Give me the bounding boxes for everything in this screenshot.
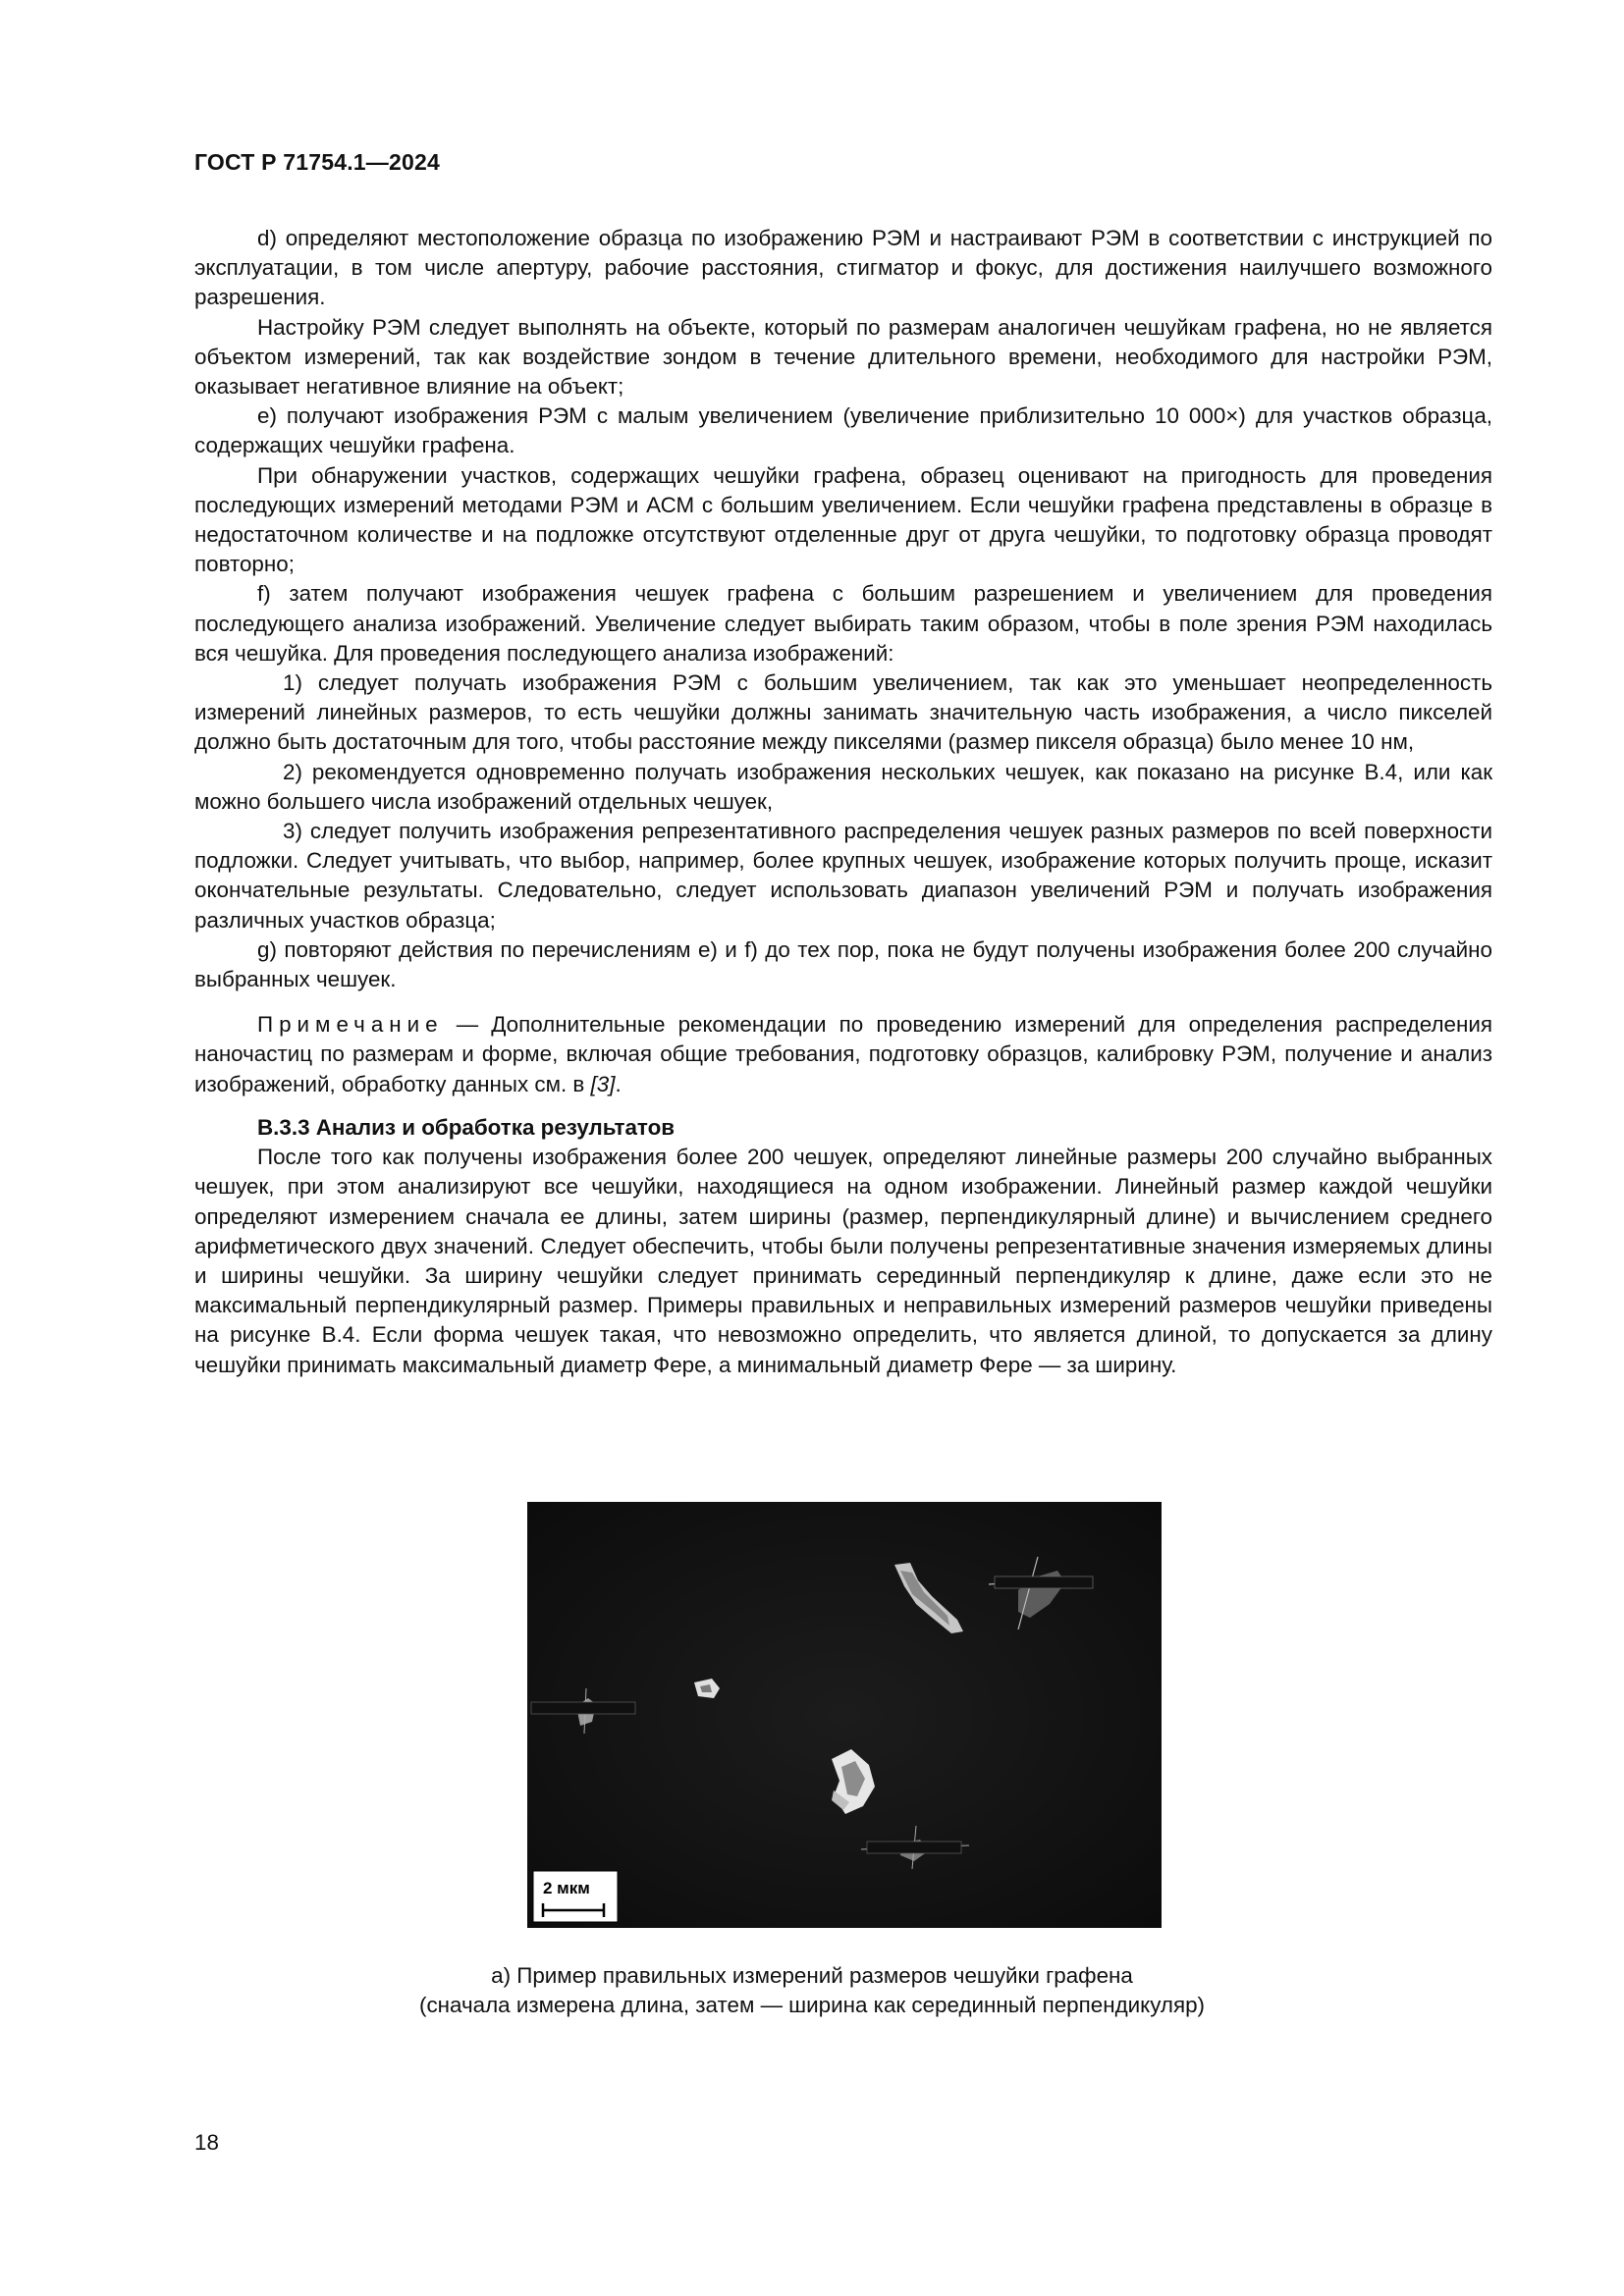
figure-caption <box>295 1961 1329 2020</box>
scale-bar <box>533 1871 618 1922</box>
paragraph-item-f2: 2) рекомендуется одновременно получать изображения нескольких чешуек, как показано на рисунке В.4, или как можно большего числа изображений отдельных чешуек, <box>194 759 1492 814</box>
paragraph-setup: Настройку РЭМ следует выполнять на объекте, который по размерам аналогичен чешуйкам графена, но не является объектом измерений, так как воздействие зондом в течение длительного времени, необходимого для настройки РЭМ, оказывает негативное влияние на объект; <box>194 314 1492 400</box>
paragraph-item-f3: 3) следует получить изображения репрезентативного распределения чешуек разных размеров по всей поверхности подложки. Следует учитывать, что выбор, например, более крупных чешуек, изображение которых получить проще, исказит окончательные результаты. Следовательно, следует использовать диапазон увеличений РЭМ и получать изображения различных участков образца; <box>194 819 1492 933</box>
note-paragraph <box>194 1010 1492 1099</box>
section-heading: В.3.3 Анализ и обработка результатов <box>257 1114 676 1140</box>
scale-bar-label: 2 мкм <box>543 1879 590 1897</box>
note-reference: [3] <box>590 1071 616 1096</box>
note-label: Примечание <box>257 1012 444 1038</box>
note-text: — Дополнительные рекомендации по проведению измерений для определения распределения наночастиц по размерам и форме, включая общие требования, подготовку образцов, калибровку РЭМ, получение и анализ изображений, обработку данных см. в <box>194 1012 1492 1096</box>
note-end: . <box>615 1071 622 1096</box>
paragraph-detection: При обнаружении участков, содержащих чешуйки графена, образец оценивают на пригодность для проведения последующих измерений методами РЭМ и АСМ с большим увеличением. Если чешуйки графена представлены в образце в недостаточном количестве и на подложке отсутствуют отделенные друг от друга чешуйки, то подготовку образца проводят повторно; <box>194 462 1492 577</box>
paragraph-item-f1: 1) следует получать изображения РЭМ с большим увеличением, так как это уменьшает неопределенность измерений линейных размеров, то есть чешуйки должны занимать значительную часть изображения, а число пикселей должно быть достаточным для того, чтобы расстояние между пикселями (размер пикселя образца) было менее 10 нм, <box>194 670 1492 755</box>
paragraph-item-d: d) определяют местоположение образца по изображению РЭМ и настраивают РЭМ в соответствии с инструкцией по эксплуатации, в том числе апертуру, рабочие расстояния, стигматор и фокус, для достижения наилучшего возможного разрешения. <box>194 226 1492 310</box>
section-paragraph: После того как получены изображения более 200 чешуек, определяют линейные размеры 200 случайно выбранных чешуек, при этом анализируют все чешуйки, находящиеся на одном изображении. Линейный размер каждой чешуйки определяют измерением сначала ее длины, затем ширины (размер, перпендикулярный длине) и вычислением среднего арифметического двух значений. Следует обеспечить, чтобы были получены репрезентативные значения измеряемых длины и ширины чешуйки. За ширину чешуйки следует принимать серединный перпендикуляр к длине, даже если это не максимальный перпендикулярный размер. Примеры правильных и неправильных измерений размеров чешуйки приведены на рисунке В.4. Если форма чешуек такая, что невозможно определить, что является длиной, то допускается за длину чешуйки принимать максимальный диаметр Фере, а минимальный диаметр Фере — за ширину. <box>194 1145 1492 1377</box>
body-text <box>194 224 1492 1380</box>
sem-image <box>527 1502 1162 1928</box>
paragraph-item-e: e) получают изображения РЭМ с малым увеличением (увеличение приблизительно 10 000×) для участков образца, содержащих чешуйки графена. <box>194 403 1492 458</box>
paragraph-item-g: g) повторяют действия по перечислениям e) и f) до тех пор, пока не будут получены изображения более 200 случайно выбранных чешуек. <box>194 936 1492 992</box>
page-number: 18 <box>194 2130 219 2155</box>
paragraph-item-f: f) затем получают изображения чешуек графена с большим разрешением и увеличением для проведения последующего анализа изображений. Увеличение следует выбирать таким образом, чтобы в поле зрения РЭМ находилась вся чешуйка. Для проведения последующего анализа изображений: <box>194 581 1492 666</box>
caption-line: а) Пример правильных измерений размеров чешуйки графена <box>491 1963 1133 1988</box>
document-header: ГОСТ Р 71754.1—2024 <box>194 149 440 175</box>
caption-line: (сначала измерена длина, затем — ширина как серединный перпендикуляр) <box>418 1993 1205 2017</box>
